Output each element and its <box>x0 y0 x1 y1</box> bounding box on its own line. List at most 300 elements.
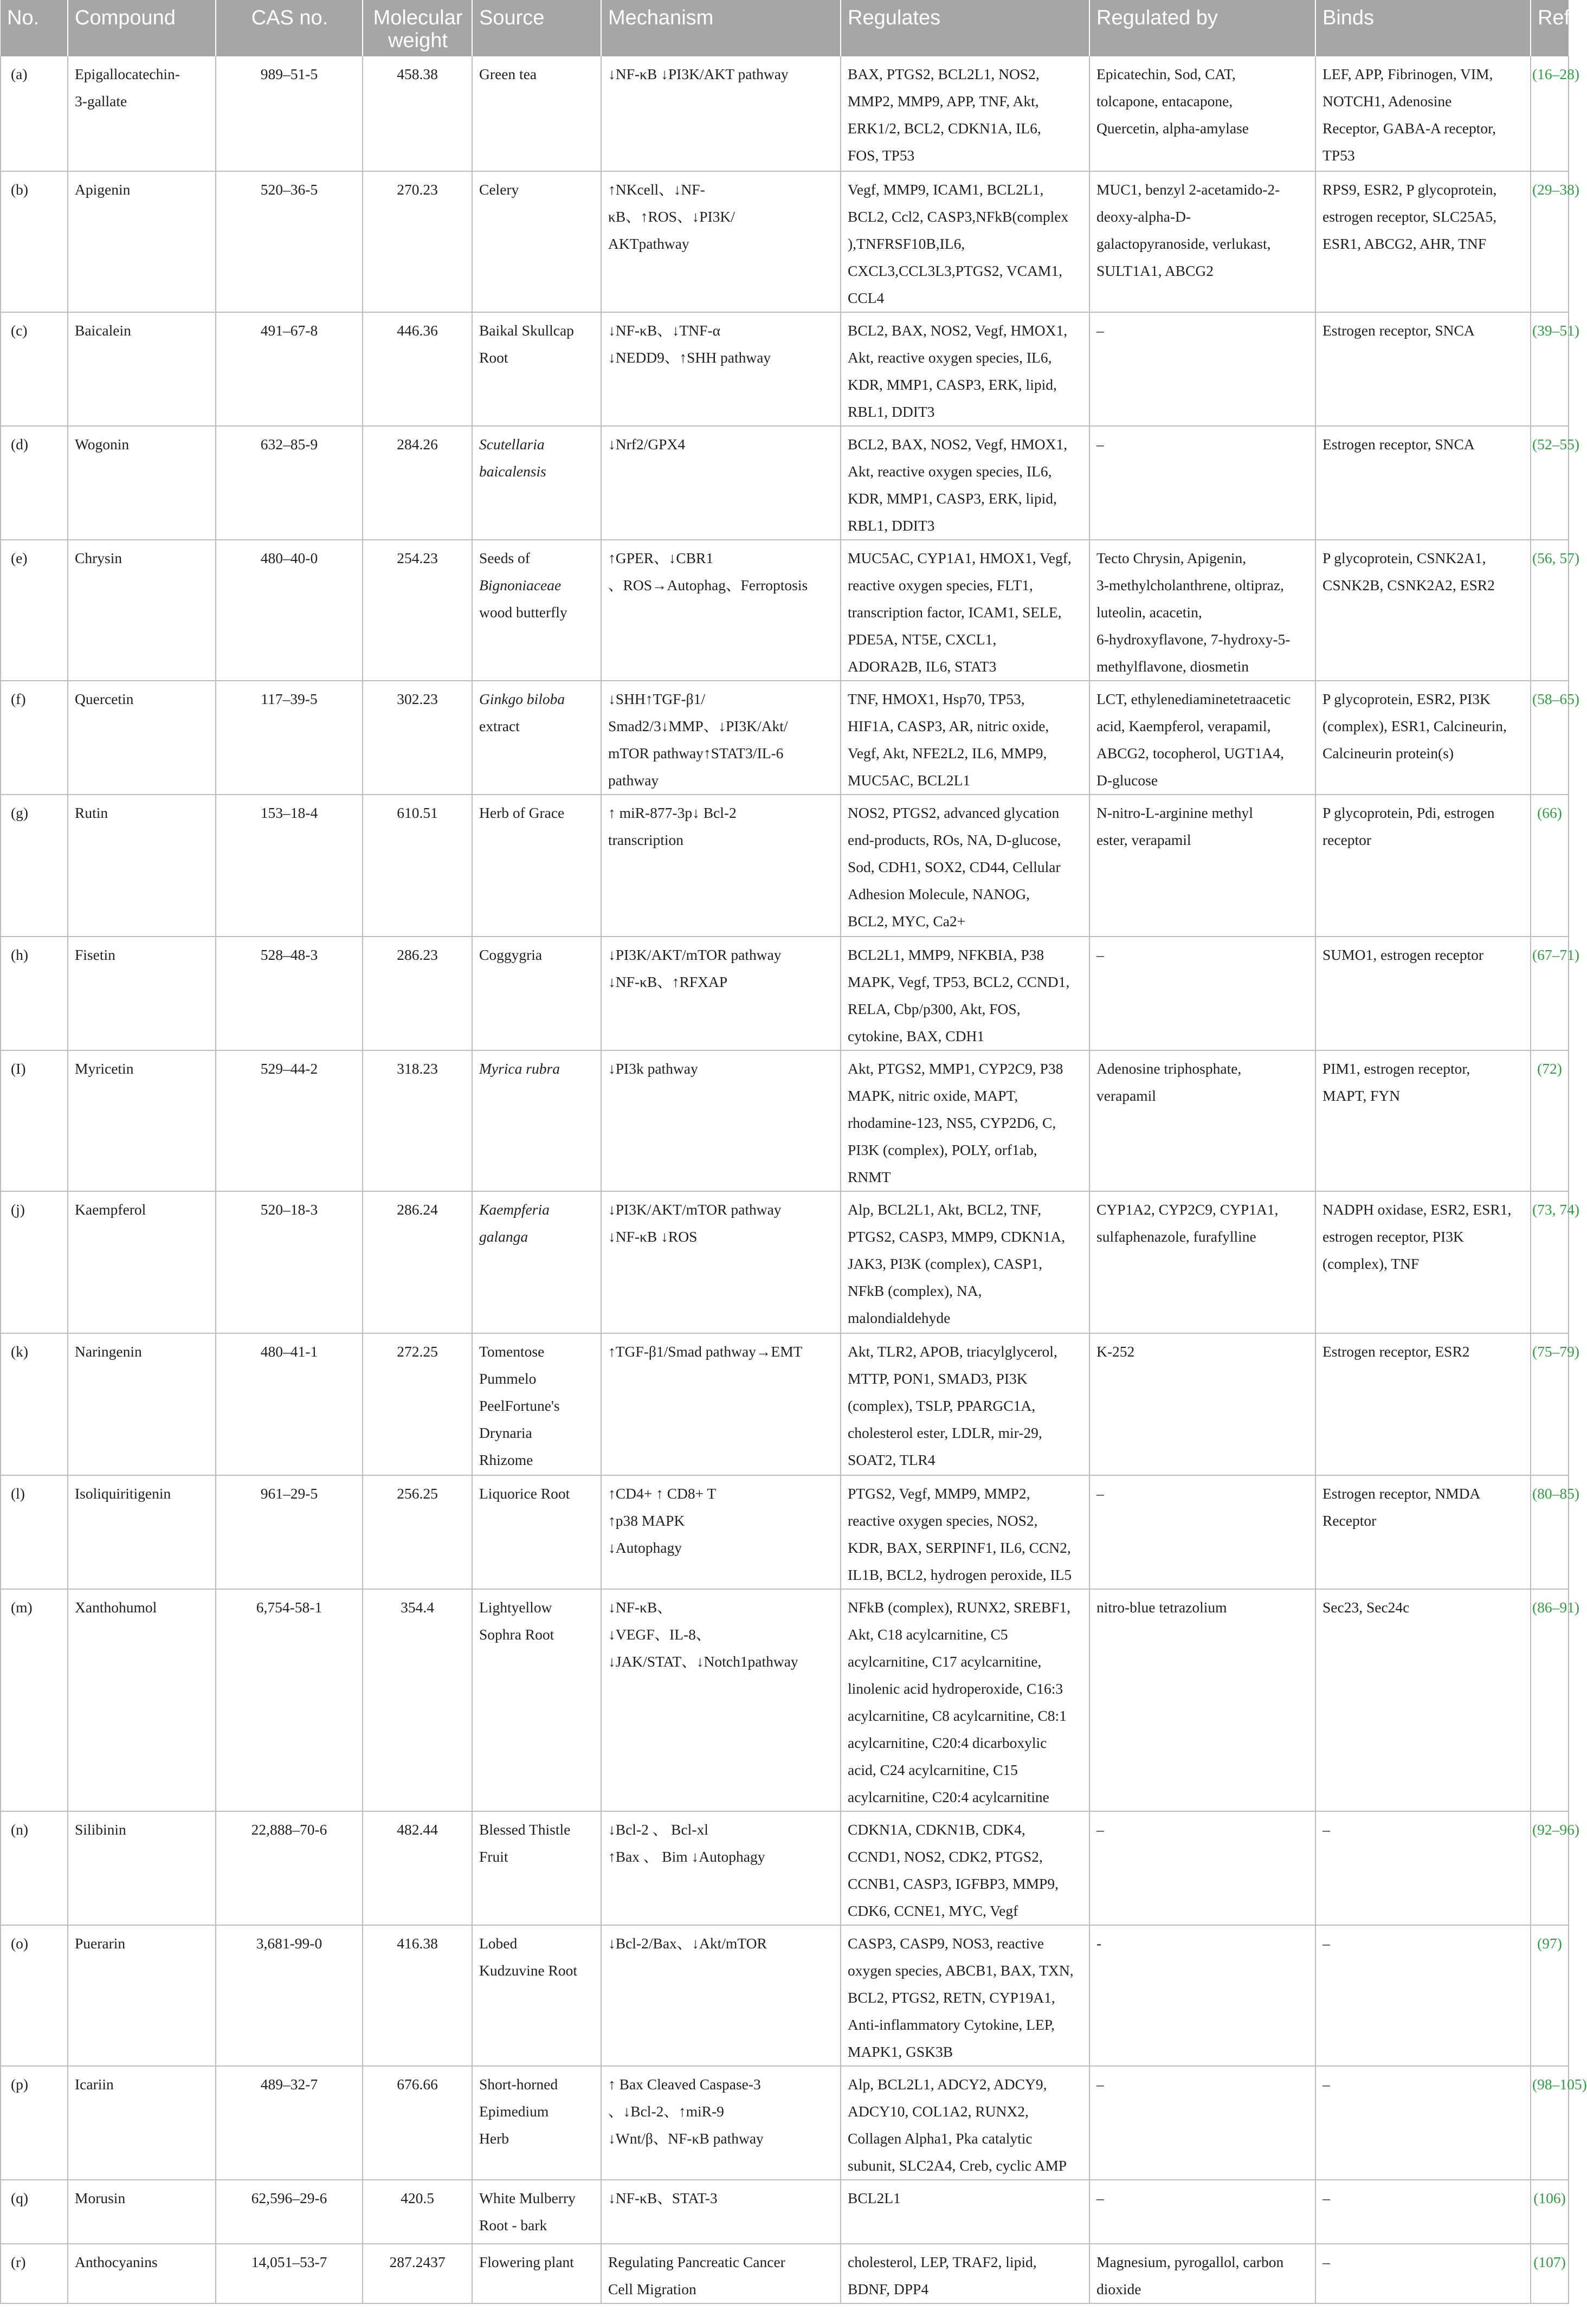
cell-no-line: (l) <box>11 1485 25 1502</box>
table-row <box>1 681 1569 795</box>
cell-molecular-weight-line: 458.38 <box>397 66 438 82</box>
cell-no <box>1 312 68 426</box>
cell-regulates <box>841 681 1089 795</box>
table-row <box>1 795 1569 937</box>
cell-binds-line: MAPT, FYN <box>1322 1087 1401 1104</box>
cell-mechanism-line: ↓Bcl-2 、 Bcl-xl <box>608 1821 708 1838</box>
cell-regulated-by <box>1089 1811 1315 1925</box>
cell-source-line: Tomentose <box>479 1343 545 1360</box>
cell-source-line: Sophra Root <box>479 1626 554 1643</box>
cell-cas <box>216 2244 363 2303</box>
cell-ref[interactable] <box>1531 56 1580 171</box>
cell-regulates-line: oxygen species, ABCB1, BAX, TXN, <box>848 1962 1074 1979</box>
cell-regulated-by-line: 3-methylcholanthrene, oltipraz, <box>1096 577 1284 593</box>
cell-compound <box>68 426 216 540</box>
cell-mechanism-line: 、ROS→Autophag、Ferroptosis <box>608 577 808 593</box>
cell-regulates-line: HIF1A, CASP3, AR, nitric oxide, <box>848 718 1049 734</box>
header-regulates: Regulates <box>841 0 1089 56</box>
cell-mechanism-line: ↑TGF-β1/Smad pathway→EMT <box>608 1343 803 1360</box>
cell-ref-line[interactable]: (56, 57) <box>1532 550 1580 566</box>
cell-mechanism-line: transcription <box>608 831 683 848</box>
cell-mechanism-line: ↓SHH↑TGF-β1/ <box>608 690 706 707</box>
cell-regulated-by <box>1089 1191 1315 1333</box>
cell-regulates <box>841 1050 1089 1191</box>
cell-binds <box>1315 56 1531 171</box>
cell-binds-line: NADPH oxidase, ESR2, ESR1, <box>1322 1201 1512 1218</box>
cell-compound-line: Baicalein <box>75 322 131 339</box>
cell-regulated-by-line: ester, verapamil <box>1096 831 1191 848</box>
cell-ref-line[interactable]: (106) <box>1533 2190 1566 2206</box>
cell-compound <box>68 1589 216 1811</box>
cell-source-line: galanga <box>479 1228 528 1245</box>
cell-source <box>472 1050 601 1191</box>
cell-mechanism-line: ↓PI3k pathway <box>608 1060 698 1077</box>
cell-regulates-line: reactive oxygen species, NOS2, <box>848 1512 1038 1529</box>
cell-molecular-weight-line: 286.23 <box>397 946 438 963</box>
cell-mechanism-line: ↑ miR-877-3p↓ Bcl-2 <box>608 804 737 821</box>
cell-regulates-line: BAX, PTGS2, BCL2L1, NOS2, <box>848 66 1040 82</box>
cell-binds-line: Receptor <box>1322 1512 1377 1529</box>
cell-molecular-weight-line: 610.51 <box>397 804 438 821</box>
cell-regulates-line: BCL2, Ccl2, CASP3,NFkB(complex <box>848 208 1069 225</box>
cell-compound-line: Anthocyanins <box>75 2254 158 2270</box>
cell-compound-line: Myricetin <box>75 1060 134 1077</box>
cell-binds-line: Calcineurin protein(s) <box>1322 745 1454 761</box>
cell-binds <box>1315 2180 1531 2244</box>
cell-source-line: Celery <box>479 181 519 198</box>
cell-binds <box>1315 1475 1531 1589</box>
cell-regulated-by-line: – <box>1096 2076 1104 2093</box>
cell-binds-line: RPS9, ESR2, P glycoprotein, <box>1322 181 1497 198</box>
cell-regulated-by-line: acid, Kaempferol, verapamil, <box>1096 718 1271 734</box>
cell-ref-line[interactable]: (72) <box>1537 1060 1562 1077</box>
cell-cas <box>216 795 363 937</box>
cell-ref[interactable] <box>1531 1589 1580 1811</box>
cell-regulates-line: cholesterol, LEP, TRAF2, lipid, <box>848 2254 1037 2270</box>
cell-compound <box>68 2180 216 2244</box>
cell-binds-line: – <box>1322 2076 1330 2093</box>
header-source: Source <box>472 0 601 56</box>
cell-ref-line[interactable]: (80–85) <box>1532 1485 1580 1502</box>
cell-ref[interactable] <box>1531 1475 1580 1589</box>
cell-ref-line[interactable]: (67–71) <box>1532 946 1580 963</box>
cell-molecular-weight <box>363 312 472 426</box>
cell-ref[interactable] <box>1531 2180 1569 2244</box>
cell-no <box>1 2066 68 2180</box>
cell-mechanism-line: AKTpathway <box>608 235 689 252</box>
cell-regulates-line: acid, C24 acylcarnitine, C15 <box>848 1761 1018 1778</box>
cell-molecular-weight-line: 270.23 <box>397 181 438 198</box>
cell-molecular-weight-line: 287.2437 <box>389 2254 446 2270</box>
cell-regulated-by-line: - <box>1096 1935 1102 1952</box>
cell-compound-line: Apigenin <box>75 181 131 198</box>
cell-regulated-by-line: Adenosine triphosphate, <box>1096 1060 1242 1077</box>
cell-ref-line[interactable]: (39–51) <box>1532 322 1580 339</box>
cell-regulates <box>841 1811 1089 1925</box>
cell-regulated-by <box>1089 171 1315 312</box>
cell-binds-line: Estrogen receptor, SNCA <box>1322 322 1475 339</box>
cell-regulates-line: cytokine, BAX, CDH1 <box>848 1028 985 1044</box>
cell-regulates-line: IL1B, BCL2, hydrogen peroxide, IL5 <box>848 1566 1072 1583</box>
cell-regulated-by-line: galactopyranoside, verlukast, <box>1096 235 1271 252</box>
cell-no <box>1 795 68 937</box>
cell-regulated-by-line: SULT1A1, ABCG2 <box>1096 262 1214 279</box>
cell-ref-line[interactable]: (16–28) <box>1532 66 1580 82</box>
cell-mechanism <box>601 1589 841 1811</box>
cell-cas <box>216 2066 363 2180</box>
cell-source-line: Epimedium <box>479 2103 549 2120</box>
cell-mechanism-line: ↑Bax 、 Bim ↓Autophagy <box>608 1848 765 1865</box>
cell-regulates-line: KDR, MMP1, CASP3, ERK, lipid, <box>848 376 1057 393</box>
cell-compound <box>68 171 216 312</box>
cell-source-line: Flowering plant <box>479 2254 574 2270</box>
cell-source-line: Root <box>479 349 508 366</box>
cell-cas <box>216 312 363 426</box>
cell-compound-line: Fisetin <box>75 946 115 963</box>
cell-compound-line: Naringenin <box>75 1343 142 1360</box>
cell-source <box>472 937 601 1050</box>
cell-ref[interactable] <box>1531 795 1569 937</box>
cell-source <box>472 1925 601 2066</box>
cell-cas <box>216 1333 363 1475</box>
cell-mechanism-line: κB、↑ROS、↓PI3K/ <box>608 208 735 225</box>
header-row <box>1 0 1569 56</box>
cell-cas-line: 632–85-9 <box>260 436 318 453</box>
cell-cas <box>216 426 363 540</box>
table-row <box>1 1191 1569 1333</box>
cell-no <box>1 937 68 1050</box>
cell-source-line: Kaempferia <box>479 1201 550 1218</box>
cell-regulated-by <box>1089 795 1315 937</box>
cell-molecular-weight <box>363 2066 472 2180</box>
cell-molecular-weight <box>363 2180 472 2244</box>
cell-regulates-line: acylcarnitine, C20:4 dicarboxylic <box>848 1734 1047 1751</box>
cell-compound-line: Kaempferol <box>75 1201 146 1218</box>
cell-regulates <box>841 1475 1089 1589</box>
header-no: No. <box>1 0 68 56</box>
cell-ref[interactable] <box>1531 540 1580 681</box>
cell-regulates-line: acylcarnitine, C20:4 acylcarnitine <box>848 1789 1049 1805</box>
cell-molecular-weight-line: 420.5 <box>401 2190 434 2206</box>
cell-ref-line[interactable]: (97) <box>1537 1935 1562 1952</box>
cell-mechanism-line: ↓NF-κB、↑RFXAP <box>608 973 728 990</box>
cell-no-line: (b) <box>11 181 29 198</box>
cell-regulated-by <box>1089 56 1315 171</box>
cell-regulates-line: ),TNFRSF10B,IL6, <box>848 235 965 252</box>
cell-no-line: (q) <box>11 2190 29 2206</box>
cell-ref[interactable] <box>1531 312 1580 426</box>
table-row <box>1 2244 1569 2303</box>
cell-compound <box>68 312 216 426</box>
cell-mechanism <box>601 171 841 312</box>
cell-ref-line[interactable]: (29–38) <box>1532 181 1580 198</box>
cell-molecular-weight <box>363 1811 472 1925</box>
table-row <box>1 540 1569 681</box>
cell-regulated-by-line: sulfaphenazole, furafylline <box>1096 1228 1256 1245</box>
cell-binds <box>1315 1925 1531 2066</box>
cell-regulates-line: acylcarnitine, C8 acylcarnitine, C8:1 <box>848 1707 1067 1724</box>
cell-compound <box>68 1811 216 1925</box>
cell-no-line: (c) <box>11 322 28 339</box>
cell-cas-line: 961–29-5 <box>260 1485 318 1502</box>
cell-mechanism-line: ↓VEGF、IL-8、 <box>608 1626 711 1643</box>
cell-source <box>472 2066 601 2180</box>
cell-regulates-line: MUC5AC, BCL2L1 <box>848 772 971 789</box>
cell-regulates-line: CCNB1, CASP3, IGFBP3, MMP9, <box>848 1875 1059 1892</box>
cell-no <box>1 540 68 681</box>
cell-regulated-by <box>1089 937 1315 1050</box>
cell-ref[interactable] <box>1531 1333 1580 1475</box>
cell-ref[interactable] <box>1531 2244 1569 2303</box>
cell-ref-line[interactable]: (92–96) <box>1532 1821 1580 1838</box>
cell-molecular-weight <box>363 1589 472 1811</box>
cell-source <box>472 56 601 171</box>
cell-regulates <box>841 312 1089 426</box>
cell-mechanism <box>601 1333 841 1475</box>
cell-compound-line: Morusin <box>75 2190 126 2206</box>
cell-binds <box>1315 1811 1531 1925</box>
cell-source-line: Seeds of <box>479 550 530 566</box>
cell-binds <box>1315 1333 1531 1475</box>
cell-binds-line: TP53 <box>1322 147 1355 164</box>
cell-regulates-line: SOAT2, TLR4 <box>848 1451 936 1468</box>
cell-compound-line: Puerarin <box>75 1935 126 1952</box>
cell-cas-line: 520–36-5 <box>260 181 318 198</box>
cell-ref-line[interactable]: (66) <box>1537 804 1562 821</box>
cell-mechanism <box>601 1050 841 1191</box>
cell-ref[interactable] <box>1531 1050 1569 1191</box>
cell-molecular-weight <box>363 681 472 795</box>
cell-mechanism-line: ↓NF-κB、STAT-3 <box>608 2190 718 2206</box>
cell-regulates <box>841 56 1089 171</box>
cell-regulated-by-line: – <box>1096 1485 1104 1502</box>
cell-compound-line: Xanthohumol <box>75 1599 157 1616</box>
cell-no-line: (f) <box>11 690 26 707</box>
cell-regulated-by <box>1089 1333 1315 1475</box>
cell-regulates-line: Collagen Alpha1, Pka catalytic <box>848 2130 1033 2147</box>
cell-regulates-line: Akt, C18 acylcarnitine, C5 <box>848 1626 1008 1643</box>
cell-regulates <box>841 540 1089 681</box>
cell-mechanism <box>601 937 841 1050</box>
table-row <box>1 1589 1569 1811</box>
cell-regulates-line: ERK1/2, BCL2, CDKN1A, IL6, <box>848 120 1041 137</box>
cell-binds-line: Estrogen receptor, NMDA <box>1322 1485 1481 1502</box>
cell-ref[interactable] <box>1531 2066 1587 2180</box>
cell-source-line: White Mulberry <box>479 2190 576 2206</box>
cell-regulated-by-line: Magnesium, pyrogallol, carbon <box>1096 2254 1284 2270</box>
cell-binds-line: Estrogen receptor, SNCA <box>1322 436 1475 453</box>
cell-cas-line: 480–40-0 <box>260 550 318 566</box>
cell-mechanism-line: Regulating Pancreatic Cancer <box>608 2254 785 2270</box>
cell-mechanism <box>601 1475 841 1589</box>
cell-molecular-weight-line: 354.4 <box>401 1599 434 1616</box>
cell-mechanism-line: ↑ Bax Cleaved Caspase-3 <box>608 2076 761 2093</box>
cell-regulates-line: cholesterol ester, LDLR, mir-29, <box>848 1424 1042 1441</box>
cell-source-line: Blessed Thistle <box>479 1821 571 1838</box>
cell-binds-line: – <box>1322 1821 1330 1838</box>
cell-regulates-line: BCL2, BAX, NOS2, Vegf, HMOX1, <box>848 322 1068 339</box>
cell-regulates-line: MMP2, MMP9, APP, TNF, Akt, <box>848 93 1039 109</box>
cell-regulated-by-line: CYP1A2, CYP2C9, CYP1A1, <box>1096 1201 1279 1218</box>
cell-source <box>472 312 601 426</box>
cell-ref-line[interactable]: (86–91) <box>1532 1599 1580 1616</box>
cell-compound-line: Quercetin <box>75 690 134 707</box>
cell-mechanism-line: pathway <box>608 772 659 789</box>
cell-binds <box>1315 795 1531 937</box>
cell-regulates-line: Adhesion Molecule, NANOG, <box>848 886 1030 902</box>
cell-cas <box>216 1191 363 1333</box>
cell-molecular-weight-line: 272.25 <box>397 1343 438 1360</box>
table-row <box>1 2180 1569 2244</box>
cell-regulates-line: Sod, CDH1, SOX2, CD44, Cellular <box>848 858 1061 875</box>
cell-molecular-weight <box>363 426 472 540</box>
cell-ref-line[interactable]: (107) <box>1533 2254 1566 2270</box>
cell-source-line: Fruit <box>479 1848 508 1865</box>
header-binds: Binds <box>1315 0 1531 56</box>
cell-regulates <box>841 1925 1089 2066</box>
cell-compound <box>68 937 216 1050</box>
cell-regulated-by <box>1089 312 1315 426</box>
cell-cas <box>216 1925 363 2066</box>
cell-regulates <box>841 2066 1089 2180</box>
cell-cas-line: 491–67-8 <box>260 322 318 339</box>
cell-regulates-line: NFkB (complex), NA, <box>848 1282 982 1299</box>
cell-regulates-line: MUC5AC, CYP1A1, HMOX1, Vegf, <box>848 550 1072 566</box>
cell-regulates <box>841 2180 1089 2244</box>
cell-regulates-line: CCL4 <box>848 289 885 306</box>
cell-mechanism-line: Cell Migration <box>608 2281 696 2297</box>
cell-mechanism <box>601 56 841 171</box>
cell-molecular-weight-line: 256.25 <box>397 1485 438 1502</box>
cell-ref[interactable] <box>1531 426 1580 540</box>
cell-regulates-line: (complex), TSLP, PPARGC1A, <box>848 1397 1036 1414</box>
cell-no <box>1 1925 68 2066</box>
cell-ref-line[interactable]: (75–79) <box>1532 1343 1580 1360</box>
cell-binds-line: PIM1, estrogen receptor, <box>1322 1060 1470 1077</box>
cell-cas-line: 989–51-5 <box>260 66 318 82</box>
cell-ref[interactable] <box>1531 171 1580 312</box>
cell-ref-line[interactable]: (73, 74) <box>1532 1201 1580 1218</box>
cell-mechanism-line: ↑p38 MAPK <box>608 1512 685 1529</box>
cell-binds <box>1315 540 1531 681</box>
table-row <box>1 171 1569 312</box>
cell-cas-line: 480–41-1 <box>260 1343 318 1360</box>
cell-binds-line: – <box>1322 2254 1330 2270</box>
table-row <box>1 312 1569 426</box>
cell-cas-line: 529–44-2 <box>260 1060 318 1077</box>
cell-regulates <box>841 171 1089 312</box>
cell-cas <box>216 1475 363 1589</box>
cell-compound <box>68 681 216 795</box>
cell-binds-line: CSNK2B, CSNK2A2, ESR2 <box>1322 577 1495 593</box>
cell-regulates-line: KDR, BAX, SERPINF1, IL6, CCN2, <box>848 1539 1071 1556</box>
cell-regulated-by-line: – <box>1096 2190 1104 2206</box>
cell-cas-line: 3,681-99-0 <box>256 1935 322 1952</box>
cell-binds <box>1315 171 1531 312</box>
table-row <box>1 1333 1569 1475</box>
cell-source-line: Pummelo <box>479 1370 537 1387</box>
cell-mechanism-line: ↓NF-κB ↓ROS <box>608 1228 698 1245</box>
header-ref: Ref <box>1531 0 1569 56</box>
cell-source <box>472 2244 601 2303</box>
cell-binds <box>1315 1191 1531 1333</box>
cell-compound-line: Wogonin <box>75 436 130 453</box>
cell-no <box>1 1333 68 1475</box>
cell-no <box>1 1475 68 1589</box>
cell-ref-line[interactable]: (58–65) <box>1532 690 1580 707</box>
cell-regulates-line: PTGS2, Vegf, MMP9, MMP2, <box>848 1485 1030 1502</box>
cell-cas <box>216 1050 363 1191</box>
cell-source-line: Root - bark <box>479 2217 547 2233</box>
cell-regulated-by-line: – <box>1096 1821 1104 1838</box>
cell-regulates-line: CDKN1A, CDKN1B, CDK4, <box>848 1821 1025 1838</box>
cell-source <box>472 540 601 681</box>
cell-ref[interactable] <box>1531 937 1580 1050</box>
cell-source-line: PeelFortune's <box>479 1397 560 1414</box>
cell-mechanism-line: ↑NKcell、↓NF- <box>608 181 705 198</box>
cell-source-line: Green tea <box>479 66 537 82</box>
cell-regulated-by <box>1089 1589 1315 1811</box>
cell-ref[interactable] <box>1531 1925 1569 2066</box>
cell-source-line: Lightyellow <box>479 1599 552 1616</box>
cell-no <box>1 426 68 540</box>
cell-regulates-line: ADCY10, COL1A2, RUNX2, <box>848 2103 1029 2120</box>
cell-compound-line: Rutin <box>75 804 108 821</box>
cell-cas <box>216 56 363 171</box>
cell-compound-line: Silibinin <box>75 1821 126 1838</box>
cell-ref-line[interactable]: (98–105) <box>1532 2076 1587 2093</box>
cell-regulates-line: PTGS2, CASP3, MMP9, CDKN1A, <box>848 1228 1066 1245</box>
cell-molecular-weight <box>363 171 472 312</box>
cell-compound-line: Epigallocatechin- <box>75 66 180 82</box>
cell-ref[interactable] <box>1531 1811 1580 1925</box>
cell-binds-line: NOTCH1, Adenosine <box>1322 93 1452 109</box>
cell-cas-line: 117–39-5 <box>261 690 318 707</box>
cell-regulated-by-line: dioxide <box>1096 2281 1141 2297</box>
cell-cas-line: 528–48-3 <box>260 946 318 963</box>
cell-regulated-by-line: D-glucose <box>1096 772 1158 789</box>
cell-molecular-weight-line: 318.23 <box>397 1060 438 1077</box>
cell-regulates-line: acylcarnitine, C17 acylcarnitine, <box>848 1653 1042 1670</box>
cell-no <box>1 2180 68 2244</box>
cell-binds-line: (complex), ESR1, Calcineurin, <box>1322 718 1507 734</box>
cell-mechanism <box>601 2066 841 2180</box>
cell-regulates-line: Vegf, MMP9, ICAM1, BCL2L1, <box>848 181 1044 198</box>
cell-ref[interactable] <box>1531 681 1580 795</box>
cell-regulates-line: Akt, PTGS2, MMP1, CYP2C9, P38 <box>848 1060 1063 1077</box>
cell-regulates-line: MAPK, Vegf, TP53, BCL2, CCND1, <box>848 973 1070 990</box>
cell-source-line: extract <box>479 718 520 734</box>
cell-mechanism-line: ↓PI3K/AKT/mTOR pathway <box>608 946 782 963</box>
cell-mechanism-line: ↑GPER、↓CBR1 <box>608 550 714 566</box>
cell-regulated-by-line: Tecto Chrysin, Apigenin, <box>1096 550 1247 566</box>
cell-regulated-by <box>1089 2180 1315 2244</box>
cell-mechanism-line: Smad2/3↓MMP、↓PI3K/Akt/ <box>608 718 788 734</box>
cell-ref[interactable] <box>1531 1191 1580 1333</box>
cell-molecular-weight-line: 286.24 <box>397 1201 438 1218</box>
cell-ref-line[interactable]: (52–55) <box>1532 436 1580 453</box>
cell-no <box>1 2244 68 2303</box>
cell-compound <box>68 540 216 681</box>
cell-cas <box>216 1811 363 1925</box>
cell-regulated-by <box>1089 2244 1315 2303</box>
cell-molecular-weight <box>363 540 472 681</box>
cell-no-line: (r) <box>11 2254 26 2270</box>
cell-regulates-line: RNMT <box>848 1169 891 1185</box>
cell-regulated-by-line: tolcapone, entacapone, <box>1096 93 1233 109</box>
cell-mechanism <box>601 2180 841 2244</box>
cell-mechanism-line: 、↓Bcl-2、↑miR-9 <box>608 2103 724 2120</box>
